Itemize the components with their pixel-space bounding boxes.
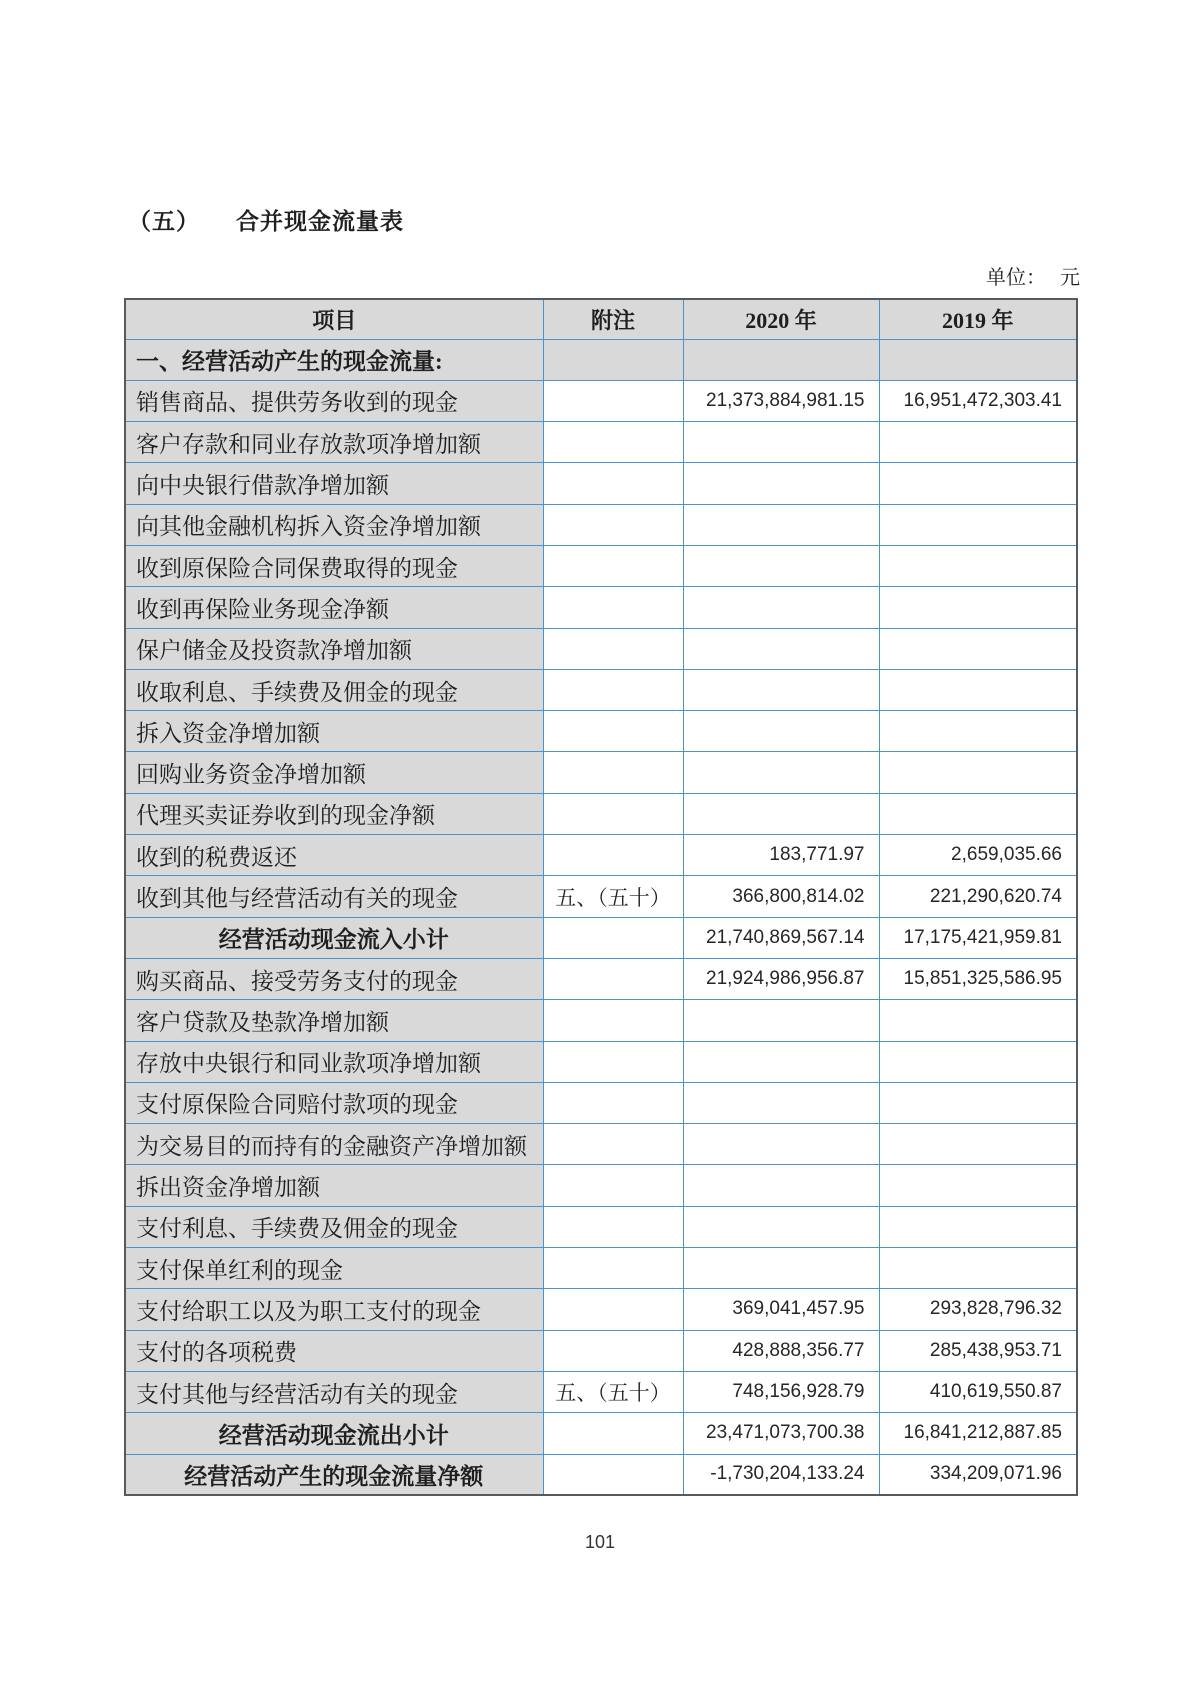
value-2019-cell bbox=[879, 669, 1077, 710]
value-2019-cell: 16,841,212,887.85 bbox=[879, 1413, 1077, 1454]
value-2020-cell: 369,041,457.95 bbox=[683, 1289, 879, 1330]
item-cell: 支付保单红利的现金 bbox=[125, 1248, 543, 1289]
page-title-number: （五） bbox=[128, 209, 200, 234]
table-row bbox=[125, 422, 1077, 463]
note-cell: 五、（五十） bbox=[543, 1371, 683, 1412]
value-2019-cell: 2,659,035.66 bbox=[879, 835, 1077, 876]
value-2019-cell bbox=[879, 1000, 1077, 1041]
value-2020-cell bbox=[683, 793, 879, 834]
item-cell: 收到原保险合同保费取得的现金 bbox=[125, 545, 543, 586]
table-header bbox=[125, 299, 1077, 339]
value-2019-cell: 221,290,620.74 bbox=[879, 876, 1077, 917]
note-cell bbox=[543, 1041, 683, 1082]
note-cell bbox=[543, 711, 683, 752]
item-cell: 向中央银行借款净增加额 bbox=[125, 463, 543, 504]
note-cell bbox=[543, 1454, 683, 1495]
table-row bbox=[125, 1454, 1077, 1495]
table-row bbox=[125, 1289, 1077, 1330]
table-row bbox=[125, 1371, 1077, 1412]
note-cell bbox=[543, 1248, 683, 1289]
note-cell bbox=[543, 1289, 683, 1330]
table-row bbox=[125, 545, 1077, 586]
note-cell bbox=[543, 628, 683, 669]
item-cell: 经营活动产生的现金流量净额 bbox=[125, 1454, 543, 1495]
value-2020-cell bbox=[683, 1082, 879, 1123]
table-row bbox=[125, 1124, 1077, 1165]
note-cell bbox=[543, 917, 683, 958]
value-2019-cell: 16,951,472,303.41 bbox=[879, 380, 1077, 421]
note-cell bbox=[543, 752, 683, 793]
table-row bbox=[125, 669, 1077, 710]
header-row bbox=[125, 299, 1077, 339]
value-2019-cell bbox=[879, 1248, 1077, 1289]
value-2019-cell bbox=[879, 711, 1077, 752]
unit-label: 单位： 元 bbox=[986, 267, 1080, 289]
value-2019-cell bbox=[879, 587, 1077, 628]
note-cell bbox=[543, 1000, 683, 1041]
table-row bbox=[125, 1413, 1077, 1454]
value-2019-cell bbox=[879, 793, 1077, 834]
value-2020-cell bbox=[683, 587, 879, 628]
item-cell: 向其他金融机构拆入资金净增加额 bbox=[125, 504, 543, 545]
value-2020-cell bbox=[683, 1248, 879, 1289]
item-cell: 收取利息、手续费及佣金的现金 bbox=[125, 669, 543, 710]
item-cell: 经营活动现金流出小计 bbox=[125, 1413, 543, 1454]
value-2020-cell bbox=[683, 1124, 879, 1165]
item-cell: 支付其他与经营活动有关的现金 bbox=[125, 1371, 543, 1412]
value-2020-cell bbox=[683, 1165, 879, 1206]
table-row bbox=[125, 1000, 1077, 1041]
table-row bbox=[125, 504, 1077, 545]
value-2019-cell: 17,175,421,959.81 bbox=[879, 917, 1077, 958]
value-2020-cell bbox=[683, 711, 879, 752]
note-cell bbox=[543, 958, 683, 999]
value-2020-cell: 366,800,814.02 bbox=[683, 876, 879, 917]
note-cell bbox=[543, 1206, 683, 1247]
value-2019-cell bbox=[879, 1206, 1077, 1247]
item-cell: 购买商品、接受劳务支付的现金 bbox=[125, 958, 543, 999]
note-cell bbox=[543, 463, 683, 504]
table-row bbox=[125, 917, 1077, 958]
table-row bbox=[125, 1082, 1077, 1123]
column-header-note: 附注 bbox=[543, 299, 683, 339]
value-2019-cell bbox=[879, 422, 1077, 463]
value-2019-cell bbox=[879, 463, 1077, 504]
value-2020-cell bbox=[683, 339, 879, 380]
note-cell bbox=[543, 587, 683, 628]
item-cell: 为交易目的而持有的金融资产净增加额 bbox=[125, 1124, 543, 1165]
item-cell: 存放中央银行和同业款项净增加额 bbox=[125, 1041, 543, 1082]
value-2020-cell bbox=[683, 463, 879, 504]
table-row bbox=[125, 1330, 1077, 1371]
note-cell bbox=[543, 669, 683, 710]
value-2020-cell: 21,924,986,956.87 bbox=[683, 958, 879, 999]
table-row bbox=[125, 1206, 1077, 1247]
item-cell: 回购业务资金净增加额 bbox=[125, 752, 543, 793]
note-cell bbox=[543, 1413, 683, 1454]
note-cell bbox=[543, 545, 683, 586]
item-cell: 拆入资金净增加额 bbox=[125, 711, 543, 752]
value-2020-cell bbox=[683, 628, 879, 669]
value-2020-cell: 428,888,356.77 bbox=[683, 1330, 879, 1371]
item-cell: 收到的税费返还 bbox=[125, 835, 543, 876]
table-row bbox=[125, 463, 1077, 504]
value-2019-cell bbox=[879, 1041, 1077, 1082]
table-row bbox=[125, 587, 1077, 628]
note-cell bbox=[543, 339, 683, 380]
item-cell: 支付原保险合同赔付款项的现金 bbox=[125, 1082, 543, 1123]
page-number: 101 bbox=[584, 1532, 616, 1552]
value-2020-cell: 748,156,928.79 bbox=[683, 1371, 879, 1412]
value-2020-cell: 183,771.97 bbox=[683, 835, 879, 876]
table-row bbox=[125, 1165, 1077, 1206]
item-cell: 代理买卖证券收到的现金净额 bbox=[125, 793, 543, 834]
table-row bbox=[125, 793, 1077, 834]
note-cell bbox=[543, 1330, 683, 1371]
value-2020-cell bbox=[683, 669, 879, 710]
value-2019-cell bbox=[879, 752, 1077, 793]
value-2019-cell: 334,209,071.96 bbox=[879, 1454, 1077, 1495]
value-2020-cell bbox=[683, 504, 879, 545]
note-cell bbox=[543, 380, 683, 421]
value-2020-cell bbox=[683, 1000, 879, 1041]
value-2019-cell: 410,619,550.87 bbox=[879, 1371, 1077, 1412]
value-2019-cell bbox=[879, 339, 1077, 380]
note-cell bbox=[543, 835, 683, 876]
note-cell bbox=[543, 504, 683, 545]
item-cell: 销售商品、提供劳务收到的现金 bbox=[125, 380, 543, 421]
table-row bbox=[125, 958, 1077, 999]
cash-flow-table bbox=[124, 298, 1078, 1496]
table-row bbox=[125, 711, 1077, 752]
item-cell: 客户存款和同业存放款项净增加额 bbox=[125, 422, 543, 463]
value-2019-cell bbox=[879, 628, 1077, 669]
value-2019-cell: 15,851,325,586.95 bbox=[879, 958, 1077, 999]
table-row bbox=[125, 339, 1077, 380]
item-cell: 保户储金及投资款净增加额 bbox=[125, 628, 543, 669]
value-2020-cell bbox=[683, 545, 879, 586]
table-row bbox=[125, 380, 1077, 421]
value-2019-cell bbox=[879, 1124, 1077, 1165]
note-cell: 五、（五十） bbox=[543, 876, 683, 917]
item-cell: 拆出资金净增加额 bbox=[125, 1165, 543, 1206]
note-cell bbox=[543, 1082, 683, 1123]
item-cell: 收到其他与经营活动有关的现金 bbox=[125, 876, 543, 917]
item-cell: 客户贷款及垫款净增加额 bbox=[125, 1000, 543, 1041]
value-2020-cell bbox=[683, 422, 879, 463]
value-2019-cell bbox=[879, 504, 1077, 545]
item-cell: 支付的各项税费 bbox=[125, 1330, 543, 1371]
value-2020-cell: 21,740,869,567.14 bbox=[683, 917, 879, 958]
value-2019-cell bbox=[879, 1165, 1077, 1206]
table-body bbox=[125, 339, 1077, 1495]
column-header-item: 项目 bbox=[125, 299, 543, 339]
item-cell: 收到再保险业务现金净额 bbox=[125, 587, 543, 628]
value-2019-cell: 285,438,953.71 bbox=[879, 1330, 1077, 1371]
value-2019-cell bbox=[879, 1082, 1077, 1123]
table-row bbox=[125, 1248, 1077, 1289]
item-cell: 经营活动现金流入小计 bbox=[125, 917, 543, 958]
page-title bbox=[128, 203, 404, 236]
item-cell: 支付给职工以及为职工支付的现金 bbox=[125, 1289, 543, 1330]
table-row bbox=[125, 628, 1077, 669]
note-cell bbox=[543, 1124, 683, 1165]
column-header-2019: 2019 年 bbox=[879, 299, 1077, 339]
value-2019-cell: 293,828,796.32 bbox=[879, 1289, 1077, 1330]
value-2020-cell: 23,471,073,700.38 bbox=[683, 1413, 879, 1454]
value-2020-cell bbox=[683, 752, 879, 793]
note-cell bbox=[543, 422, 683, 463]
page-title-text: 合并现金流量表 bbox=[236, 209, 404, 234]
table-row bbox=[125, 1041, 1077, 1082]
column-header-2020: 2020 年 bbox=[683, 299, 879, 339]
table-row bbox=[125, 876, 1077, 917]
item-cell: 支付利息、手续费及佣金的现金 bbox=[125, 1206, 543, 1247]
note-cell bbox=[543, 1165, 683, 1206]
table-row bbox=[125, 752, 1077, 793]
value-2019-cell bbox=[879, 545, 1077, 586]
value-2020-cell: 21,373,884,981.15 bbox=[683, 380, 879, 421]
note-cell bbox=[543, 793, 683, 834]
value-2020-cell: -1,730,204,133.24 bbox=[683, 1454, 879, 1495]
value-2020-cell bbox=[683, 1206, 879, 1247]
table-row bbox=[125, 835, 1077, 876]
item-cell: 一、经营活动产生的现金流量: bbox=[125, 339, 543, 380]
value-2020-cell bbox=[683, 1041, 879, 1082]
